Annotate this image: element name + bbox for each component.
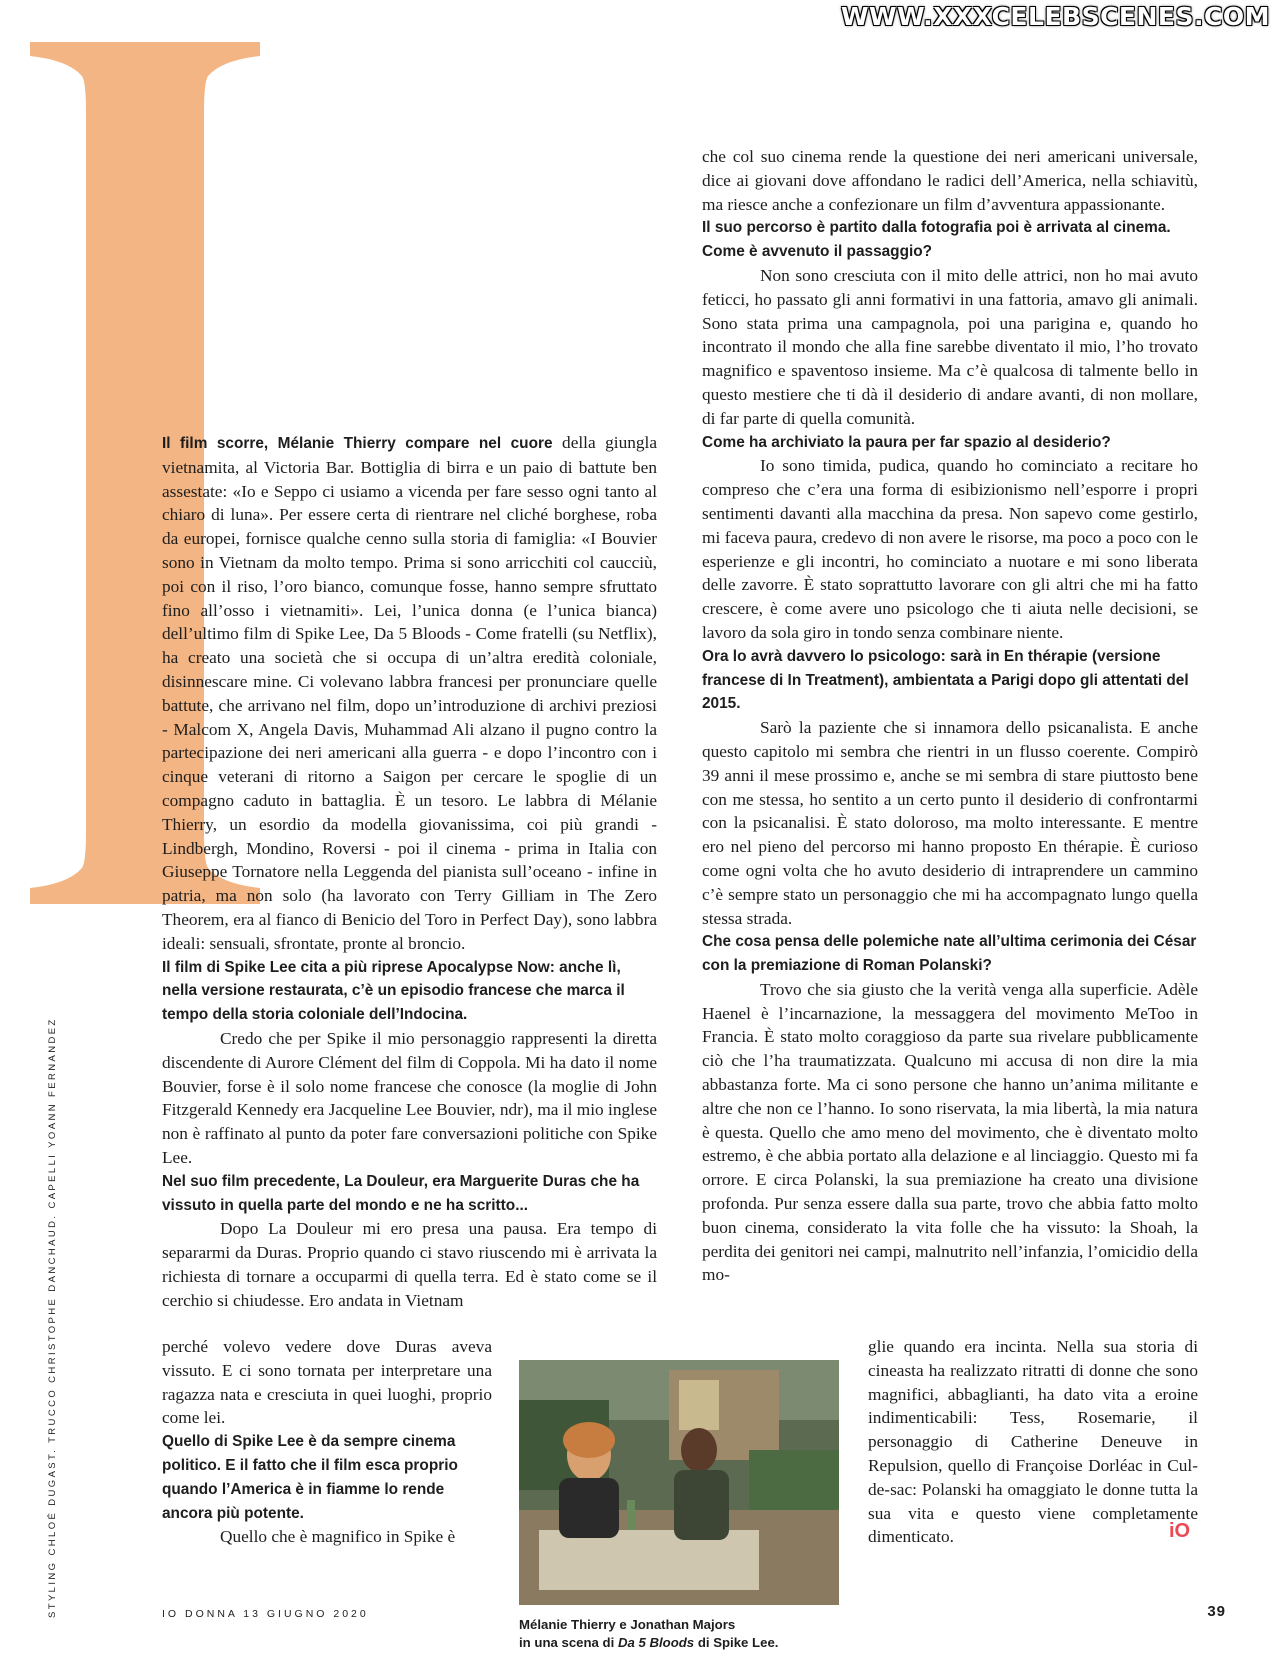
watermark-text: WWW.XXXCELEBSCENES.COM	[840, 2, 1270, 31]
article-column-left-lower	[162, 1335, 492, 1549]
body-paragraph: perché volevo vedere dove Duras aveva vissuto. E ci sono tornata per interpretare una ragazza nata e cresciuta in quei luoghi, proprio come lei.	[162, 1337, 492, 1428]
film-still-photo	[519, 1360, 839, 1605]
question-paragraph: Che cosa pensa delle polemiche nate all’ultima cerimonia dei César con la premiazione di Roman Polanski?	[702, 933, 1197, 975]
body-paragraph: Sarò la paziente che si innamora dello psicanalista. E anche questo capitolo mi sembra che rientri in un flusso coerente. Compirò 39 anni il mese prossimo e, anche se mi sembra di stare piuttosto bene con me stessa, ho sentito a un certo punto il desiderio di confrontarmi con la psicanalisi. È stato doloroso, ma molto interessante. E mentre ero nel pieno del percorso mi hanno proposto En thérapie. È curioso come ogni volta che ho avuto desiderio di intraprendere un cammino c’è sempre stato un personaggio che mi ha accompagnato lungo quella stessa strada.	[702, 718, 1198, 928]
body-paragraph: Dopo La Douleur mi ero presa una pausa. Era tempo di separarmi da Duras. Proprio quando ci stavo riuscendo mi è arrivata la richiesta di tornare a occuparmi di quella terra. Ed è stato come se il cerchio si chiudesse. Ero andata in Vietnam	[162, 1219, 657, 1310]
end-mark-logo	[1169, 1520, 1190, 1543]
caption-line-2	[519, 1634, 849, 1652]
photo-credits-vertical: STYLING CHLOÉ DUGAST. TRUCCO CHRISTOPHE DANCHAUD. CAPELLI YOANN FERNANDEZ	[47, 1017, 58, 1618]
intro-lead-bold: Il film scorre, Mélanie Thierry compare nel cuore	[162, 435, 553, 452]
magazine-folio: IO DONNA 13 GIUGNO 2020	[162, 1608, 369, 1620]
question-paragraph: Ora lo avrà davvero lo psicologo: sarà in En thérapie (versione francese di In Treatment), ambientata a Parigi dopo gli attentati del 2015.	[702, 647, 1189, 713]
question-paragraph: Quello di Spike Lee è da sempre cinema politico. E il fatto che il film esca proprio quando l’America è in fiamme lo rende ancora più potente.	[162, 1433, 458, 1522]
article-column-right-lower	[868, 1335, 1198, 1549]
body-paragraph: Trovo che sia giusto che la verità venga alla superficie. Adèle Haenel è l’incarnazione, la messaggera del movimento MeToo in Francia. È stato molto coraggioso da parte sua rivelare pubblicamente ciò che l’ha traumatizzata. Qualcuno mi accusa di non dire la mia abbastanza forte. Ma ci sono persone che hanno un’anima militante e altre che non ce l’hanno. Io sono riservata, la mia libertà, la mia natura è questa. Quello che amo meno del movimento, che è diventato molto estremo, è che abbia portato alla delazione e al linciaggio. Questo mi fa orrore. E circa Polanski, la sua premiazione ha creato una divisione profonda. Pur senza essere dalla sua parte, trovo che abbia fatto molto buon cinema, considerato la vita folle che ha vissuto: la Shoah, la perdita dei genitori nei campi, malnutrito nell’infanzia, l’omicidio della mo-	[702, 979, 1198, 1285]
body-paragraph: Non sono cresciuta con il mito delle attrici, non ho mai avuto feticci, ho passato gli anni formativi in una fattoria, amavo gli animali. Sono stata prima una campagnola, poi una parigina e, quando ho incontrato il mondo che alla fine sarebbe diventato il mio, l’ho trovato magnifico e spaventoso insieme. Ma c’è qualcosa di talmente bello in questo mestiere che ti dà il desiderio di andare avanti, di non mollare, di far parte di quella comunità.	[702, 265, 1198, 428]
caption-post: di Spike Lee.	[694, 1635, 779, 1650]
caption-film-title: Da 5 Bloods	[617, 1635, 695, 1650]
article-column-left-body	[162, 431, 657, 1312]
end-mark-text: iO	[1169, 1520, 1191, 1542]
body-paragraph: Io sono timida, pudica, quando ho cominciato a recitare ho compreso che c’era una forma di esibizionismo nell’esporre i propri sentimenti davanti alla macchina da presa. Non sapevo come gestirlo, mi faceva paura, credevo di non avere le risorse, ma poco a poco con le esperienze e gli incontri, ho cominciato a nuotare e mi sono liberata delle zavorre. È stato soprattutto lavorare con gli altri che mi ha fatto crescere, è come avere uno psicologo che ti aiuta nelle decisioni, se lavoro da sola giro in tondo senza combinare niente.	[702, 456, 1198, 642]
photo-caption	[519, 1616, 849, 1652]
caption-pre: in una scena di	[519, 1635, 618, 1650]
question-paragraph	[162, 431, 657, 956]
article-column-right	[702, 145, 1198, 1287]
page-number: 39	[1207, 1603, 1226, 1620]
question-paragraph: Il film di Spike Lee cita a più riprese Apocalypse Now: anche lì, nella versione restaurata, c’è un episodio francese che marca il tempo della storia coloniale dell’Indocina.	[162, 958, 625, 1024]
body-paragraph: Quello che è magnifico in Spike è	[220, 1527, 456, 1547]
caption-line-1: Mélanie Thierry e Jonathan Majors	[519, 1617, 736, 1632]
intro-body: della giungla vietnamita, al Victoria Bar. Bottiglia di birra e un paio di battute ben assestate: «Io e Seppo ci usiamo a vicenda per fare sesso ogni tanto al chiaro di luna». Per essere certa di rientrare nel cliché borghese, roba da europei, fornisce qualche cenno sulla storia di famiglia: «I Bouvier sono in Vietnam da molto tempo. Prima si sono arricchiti col caucciù, poi con il riso, l’oro bianco, comunque fosse, hanno sempre sfruttato fino all’osso i vietnamiti». Lei, l’unica donna (e l’unica bianca) dell’ultimo film di Spike Lee, Da 5 Bloods - Come fratelli (su Netflix), ha creato una società che si occupa di un’altra eredità coloniale, disinnescare mine. Ci volevano labbra francesi per pronunciare quelle battute, che arrivano nel film, dopo un’introduzione di archivi preziosi - Malcom X, Angela Davis, Muhammad Ali alzano il pugno contro la partecipazione dei neri americani alla guerra - e dopo l’incontro con i cinque veterani di ritorno a Saigon per cercare le spoglie di un compagno caduto in battaglia. È un tesoro. Le labbra di Mélanie Thierry, un esordio da modella giovanissima, coi più grandi - Lindbergh, Mondino, Roversi - poi il cinema - prima in Italia con Giuseppe Tornatore nella Leggenda del pianista sull’oceano - infine in patria, ma non solo (ha lavorato con Terry Gilliam in The Zero Theorem, era al fianco di Benicio del Toro in Perfect Day), sono labbra ideali: sensuali, sfrontate, pronte al broncio.	[162, 433, 657, 953]
question-paragraph: Il suo percorso è partito dalla fotografia poi è arrivata al cinema. Come è avvenuto il passaggio?	[702, 219, 1171, 261]
question-paragraph: Nel suo film precedente, La Douleur, era Marguerite Duras che ha vissuto in quella parte del mondo e ne ha scritto...	[162, 1172, 640, 1214]
body-paragraph: glie quando era incinta. Nella sua storia di cineasta ha realizzato ritratti di donne che sono magnifici, abbaglianti, ha dato vita a eroine indimenticabili: Tess, Rosemarie, il personaggio di Catherine Deneuve in Repulsion, quello di Françoise Dorléac in Cul-de-sac: Polanski ha omaggiato le donne tutta la sua vita e questo viene completamente dimenticato.	[868, 1337, 1198, 1547]
body-paragraph: che col suo cinema rende la questione dei neri americani universale, dice ai giovani dove affondano le radici dell’America, nella schiavitù, ma riesce anche a confezionare un film d’avventura appassionante.	[702, 147, 1198, 214]
body-paragraph: Credo che per Spike il mio personaggio rappresenti la diretta discendente di Aurore Clément del film di Coppola. Mi ha dato il nome Bouvier, forse è il solo nome francese che conosce (la moglie di John Fitzgerald Kennedy era Jacqueline Lee Bouvier, ndr), ma il mio inglese non è raffinato al punto da poter fare conversazioni politiche con Spike Lee.	[162, 1028, 657, 1167]
question-paragraph: Come ha archiviato la paura per far spazio al desiderio?	[702, 433, 1111, 451]
